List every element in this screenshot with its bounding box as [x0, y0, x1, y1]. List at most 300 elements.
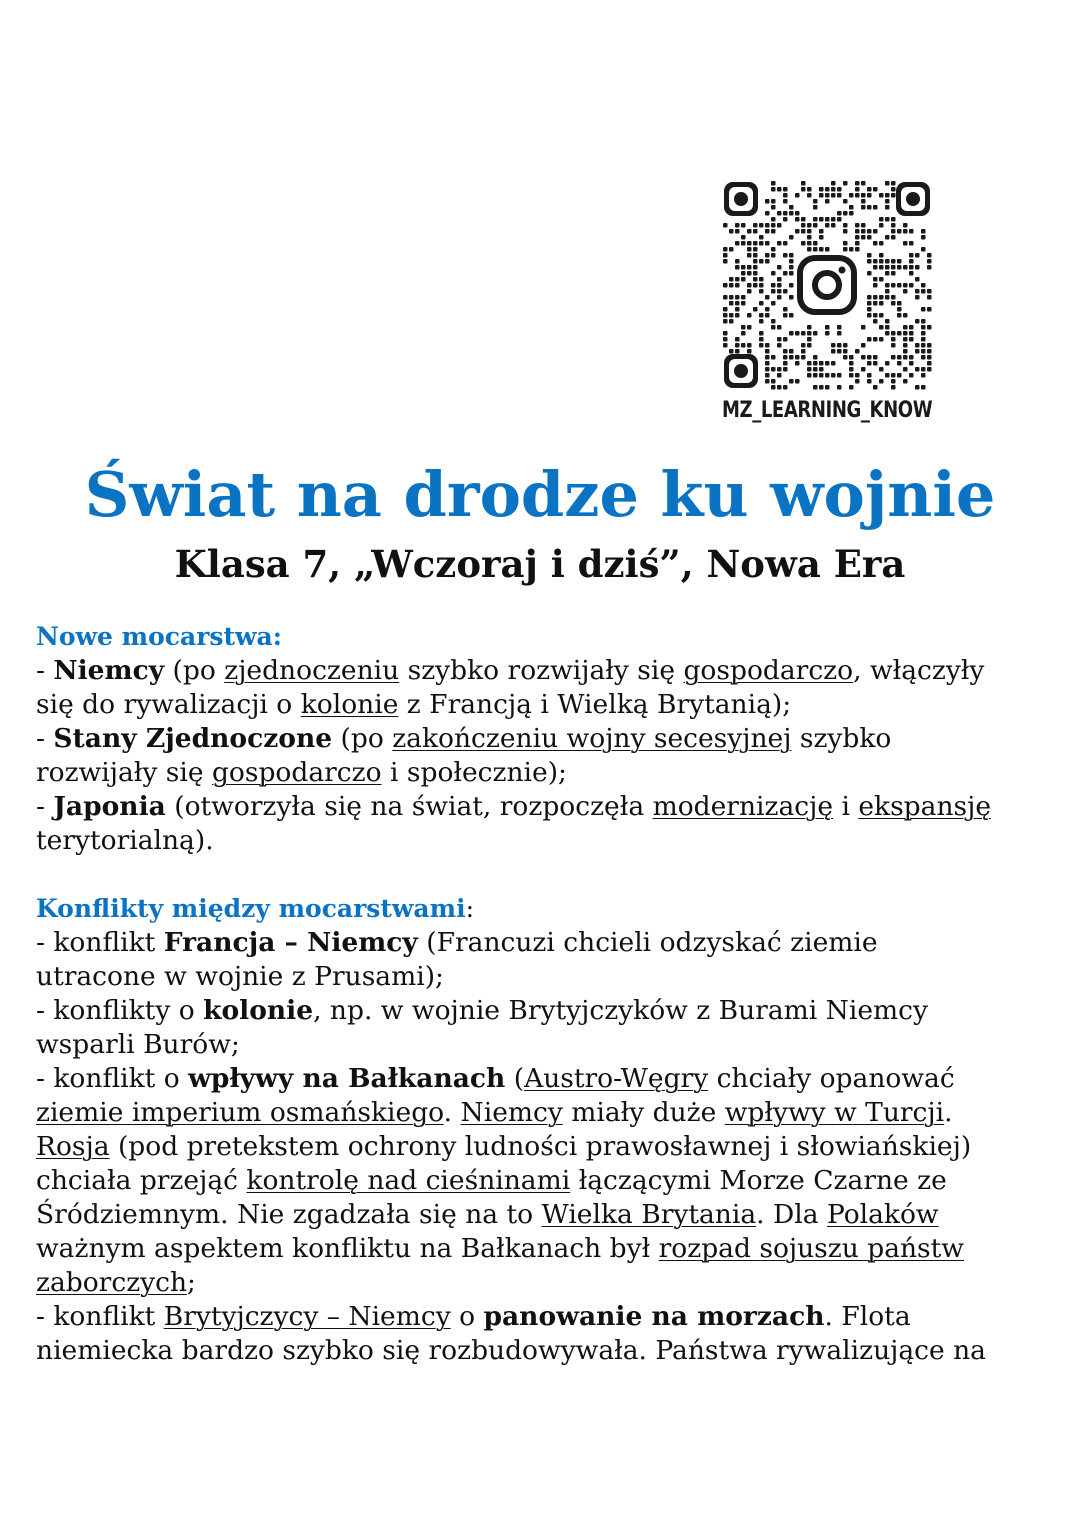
qr-module	[861, 235, 866, 240]
qr-module	[801, 241, 806, 246]
qr-module	[807, 247, 812, 252]
qr-module	[921, 229, 926, 234]
qr-module	[837, 325, 842, 330]
qr-module	[729, 349, 734, 354]
qr-module	[849, 211, 854, 216]
qr-module	[765, 313, 770, 318]
qr-module	[735, 241, 740, 246]
qr-module	[915, 349, 920, 354]
qr-module	[879, 313, 884, 318]
qr-module	[843, 199, 848, 204]
qr-module	[921, 247, 926, 252]
qr-module	[867, 235, 872, 240]
qr-module	[909, 229, 914, 234]
qr-module	[813, 355, 818, 360]
qr-module	[873, 187, 878, 192]
qr-module	[891, 343, 896, 348]
underlined-term: ziemie imperium osmańskiego	[36, 1097, 444, 1128]
qr-module	[903, 313, 908, 318]
qr-module	[861, 199, 866, 204]
qr-module	[771, 379, 776, 384]
qr-module	[843, 223, 848, 228]
bold-term: panowanie na morzach	[483, 1301, 825, 1332]
qr-module	[783, 211, 788, 216]
text-segment: (po	[164, 655, 225, 686]
qr-module	[873, 313, 878, 318]
qr-module	[885, 235, 890, 240]
underlined-term: Wielka Brytania	[541, 1199, 757, 1230]
qr-module	[885, 283, 890, 288]
qr-module	[867, 271, 872, 276]
qr-module	[765, 211, 770, 216]
qr-module	[819, 229, 824, 234]
text-segment: -	[36, 723, 54, 754]
qr-module	[753, 277, 758, 282]
qr-module	[897, 259, 902, 264]
qr-module	[891, 229, 896, 234]
qr-module	[765, 361, 770, 366]
qr-module	[723, 331, 728, 336]
qr-module	[777, 211, 782, 216]
text-line	[36, 1164, 1046, 1198]
qr-module	[915, 319, 920, 324]
qr-module	[765, 259, 770, 264]
qr-module	[741, 241, 746, 246]
qr-module	[837, 343, 842, 348]
qr-module	[783, 187, 788, 192]
qr-module	[783, 313, 788, 318]
text-line	[36, 824, 1046, 858]
qr-module	[783, 217, 788, 222]
qr-module	[777, 367, 782, 372]
qr-module	[909, 331, 914, 336]
qr-module	[867, 307, 872, 312]
qr-module	[873, 265, 878, 270]
text-segment: i społecznie);	[381, 757, 567, 788]
qr-module	[891, 283, 896, 288]
qr-module	[765, 343, 770, 348]
instagram-icon	[794, 252, 860, 318]
qr-module	[795, 217, 800, 222]
qr-module	[735, 343, 740, 348]
qr-module	[777, 223, 782, 228]
qr-module	[831, 361, 836, 366]
qr-module	[723, 307, 728, 312]
qr-module	[801, 349, 806, 354]
qr-module	[903, 343, 908, 348]
qr-module	[837, 217, 842, 222]
text-segment: ważnym aspektem konfliktu na Bałkanach był	[36, 1233, 659, 1264]
qr-module	[921, 385, 926, 390]
qr-module	[861, 355, 866, 360]
qr-module	[777, 289, 782, 294]
qr-module	[747, 265, 752, 270]
qr-module	[879, 253, 884, 258]
qr-module	[867, 193, 872, 198]
qr-module	[909, 241, 914, 246]
qr-module	[921, 289, 926, 294]
qr-module	[891, 331, 896, 336]
underlined-term: Rosja	[36, 1131, 110, 1162]
text-segment: (po	[332, 723, 393, 754]
qr-module	[879, 337, 884, 342]
qr-module	[891, 355, 896, 360]
qr-module	[759, 241, 764, 246]
qr-module	[861, 343, 866, 348]
qr-module	[921, 349, 926, 354]
qr-module	[783, 355, 788, 360]
qr-module	[771, 289, 776, 294]
qr-module	[777, 265, 782, 270]
text-line	[36, 1300, 1046, 1334]
qr-module	[909, 271, 914, 276]
qr-module	[873, 301, 878, 306]
qr-module	[873, 319, 878, 324]
qr-module	[783, 307, 788, 312]
qr-module	[765, 295, 770, 300]
qr-module	[879, 193, 884, 198]
qr-module	[843, 181, 848, 186]
qr-module	[807, 235, 812, 240]
qr-module	[909, 259, 914, 264]
qr-module	[927, 289, 932, 294]
qr-module	[789, 253, 794, 258]
qr-module	[735, 283, 740, 288]
qr-module	[891, 295, 896, 300]
text-segment: , włączyły	[853, 655, 985, 686]
qr-module	[831, 181, 836, 186]
qr-module	[897, 301, 902, 306]
qr-module	[765, 253, 770, 258]
qr-module	[789, 271, 794, 276]
qr-finder-bottom-left	[724, 354, 758, 388]
qr-module	[885, 205, 890, 210]
qr-module	[831, 343, 836, 348]
qr-module	[753, 307, 758, 312]
qr-module	[885, 295, 890, 300]
qr-module	[927, 361, 932, 366]
qr-module	[885, 217, 890, 222]
qr-module	[813, 241, 818, 246]
qr-module	[903, 325, 908, 330]
qr-module	[831, 223, 836, 228]
qr-module	[771, 199, 776, 204]
qr-finder-top-left	[724, 182, 758, 216]
qr-module	[891, 337, 896, 342]
qr-module	[855, 181, 860, 186]
qr-module	[729, 301, 734, 306]
text-line	[36, 756, 1046, 790]
qr-module	[801, 187, 806, 192]
qr-module	[759, 223, 764, 228]
qr-module	[789, 283, 794, 288]
qr-module	[813, 223, 818, 228]
qr-module	[879, 277, 884, 282]
qr-module	[795, 379, 800, 384]
qr-module	[855, 247, 860, 252]
text-segment: terytorialną).	[36, 825, 214, 856]
section-new-powers-text	[36, 654, 1046, 858]
qr-module	[837, 193, 842, 198]
bold-term: Francja – Niemcy	[163, 927, 418, 958]
text-segment: niemiecka bardzo szybko się rozbudowywała. Państwa rywalizujące na	[36, 1335, 986, 1366]
section-heading-new-powers	[36, 620, 1046, 654]
qr-module	[867, 253, 872, 258]
qr-code-icon[interactable]	[722, 180, 932, 390]
qr-module	[927, 367, 932, 372]
qr-module	[801, 217, 806, 222]
qr-module	[855, 379, 860, 384]
qr-module	[747, 343, 752, 348]
qr-module	[897, 355, 902, 360]
qr-module	[849, 355, 854, 360]
qr-module	[747, 313, 752, 318]
qr-module	[891, 223, 896, 228]
qr-module	[723, 337, 728, 342]
qr-module	[777, 283, 782, 288]
qr-module	[783, 349, 788, 354]
text-line	[36, 1028, 1046, 1062]
qr-module	[831, 217, 836, 222]
qr-module	[885, 199, 890, 204]
qr-module	[789, 235, 794, 240]
qr-module	[813, 205, 818, 210]
qr-module	[765, 367, 770, 372]
qr-module	[771, 355, 776, 360]
qr-module	[783, 241, 788, 246]
qr-module	[813, 331, 818, 336]
qr-module	[879, 217, 884, 222]
qr-module	[861, 367, 866, 372]
qr-module	[753, 223, 758, 228]
text-segment: (	[505, 1063, 525, 1094]
document-body	[36, 620, 1046, 1368]
qr-module	[921, 319, 926, 324]
qr-module	[891, 265, 896, 270]
qr-module	[777, 343, 782, 348]
qr-module	[849, 361, 854, 366]
qr-module	[777, 277, 782, 282]
text-segment: i	[833, 791, 859, 822]
qr-module	[735, 295, 740, 300]
qr-module	[891, 379, 896, 384]
qr-module	[891, 301, 896, 306]
qr-module	[789, 313, 794, 318]
qr-module	[771, 223, 776, 228]
qr-module	[729, 277, 734, 282]
qr-module	[867, 379, 872, 384]
qr-module	[777, 373, 782, 378]
qr-module	[795, 361, 800, 366]
qr-module	[753, 229, 758, 234]
qr-module	[891, 187, 896, 192]
underlined-term: kolonie	[300, 689, 399, 720]
text-line	[36, 1096, 1046, 1130]
qr-module	[927, 253, 932, 258]
qr-module	[879, 301, 884, 306]
qr-module	[903, 283, 908, 288]
qr-module	[777, 385, 782, 390]
qr-module	[771, 325, 776, 330]
qr-module	[921, 283, 926, 288]
qr-module	[849, 385, 854, 390]
qr-module	[915, 277, 920, 282]
qr-module	[885, 373, 890, 378]
qr-module	[771, 271, 776, 276]
qr-module	[789, 379, 794, 384]
qr-module	[897, 373, 902, 378]
qr-module	[855, 241, 860, 246]
qr-module	[885, 319, 890, 324]
qr-module	[729, 247, 734, 252]
qr-module	[807, 367, 812, 372]
qr-module	[831, 193, 836, 198]
qr-module	[759, 313, 764, 318]
qr-module	[819, 373, 824, 378]
qr-module	[885, 289, 890, 294]
qr-module	[783, 367, 788, 372]
qr-module	[855, 223, 860, 228]
qr-module	[723, 259, 728, 264]
qr-module	[753, 259, 758, 264]
qr-module	[867, 337, 872, 342]
qr-module	[909, 283, 914, 288]
bold-term: kolonie	[203, 995, 314, 1026]
qr-module	[795, 193, 800, 198]
text-segment: o	[450, 1301, 484, 1332]
qr-module	[813, 361, 818, 366]
qr-module	[813, 199, 818, 204]
qr-module	[789, 259, 794, 264]
qr-module	[879, 379, 884, 384]
qr-module	[819, 367, 824, 372]
qr-module	[807, 343, 812, 348]
qr-module	[885, 265, 890, 270]
qr-module	[867, 205, 872, 210]
qr-module	[765, 229, 770, 234]
text-segment: - konflikt o	[36, 1063, 189, 1094]
qr-module	[771, 187, 776, 192]
qr-module	[789, 205, 794, 210]
qr-module	[723, 313, 728, 318]
qr-module	[771, 367, 776, 372]
qr-module	[927, 355, 932, 360]
section-divider	[36, 858, 1046, 892]
qr-module	[927, 265, 932, 270]
qr-module	[729, 313, 734, 318]
underlined-term: Brytyjczycy – Niemcy	[163, 1301, 451, 1332]
text-segment: wsparli Burów;	[36, 1029, 240, 1060]
qr-module	[915, 289, 920, 294]
qr-module	[771, 181, 776, 186]
qr-module	[783, 361, 788, 366]
underlined-term: kontrolę nad cieśninami	[246, 1165, 571, 1196]
qr-module	[747, 229, 752, 234]
qr-module	[825, 223, 830, 228]
qr-module	[921, 373, 926, 378]
text-segment: - konflikt	[36, 1301, 164, 1332]
qr-module	[813, 385, 818, 390]
qr-module	[759, 337, 764, 342]
underlined-term: modernizację	[652, 791, 834, 822]
text-line	[36, 926, 1046, 960]
qr-module	[741, 235, 746, 240]
qr-module	[723, 295, 728, 300]
qr-module	[897, 265, 902, 270]
qr-module	[915, 385, 920, 390]
qr-module	[777, 325, 782, 330]
text-segment: - konflikt	[36, 927, 164, 958]
qr-module	[873, 277, 878, 282]
qr-module	[795, 211, 800, 216]
qr-module	[729, 319, 734, 324]
text-segment: łączącymi Morze Czarne ze	[570, 1165, 947, 1196]
qr-module	[921, 337, 926, 342]
qr-module	[837, 349, 842, 354]
qr-module	[747, 271, 752, 276]
qr-module	[855, 229, 860, 234]
qr-module	[825, 373, 830, 378]
text-segment: się do rywalizacji o	[36, 689, 301, 720]
text-segment: (otworzyła się na świat, rozpoczęła	[165, 791, 653, 822]
qr-module	[765, 355, 770, 360]
qr-module	[825, 385, 830, 390]
text-line	[36, 1062, 1046, 1096]
qr-module	[735, 229, 740, 234]
qr-module	[921, 331, 926, 336]
qr-module	[831, 349, 836, 354]
qr-module	[783, 253, 788, 258]
text-segment: . Flota	[824, 1301, 911, 1332]
qr-module	[873, 259, 878, 264]
qr-module	[903, 289, 908, 294]
bold-term: Niemcy	[53, 655, 165, 686]
qr-module	[825, 247, 830, 252]
qr-module	[729, 229, 734, 234]
qr-module	[741, 271, 746, 276]
text-segment: , np. w wojnie Brytyjczyków z Burami Niemcy	[313, 995, 928, 1026]
qr-module	[813, 247, 818, 252]
qr-module	[771, 283, 776, 288]
qr-module	[753, 241, 758, 246]
qr-module	[921, 343, 926, 348]
qr-module	[879, 325, 884, 330]
underlined-term: zjednoczeniu	[224, 655, 400, 686]
qr-module	[771, 319, 776, 324]
qr-module	[777, 241, 782, 246]
qr-module	[807, 241, 812, 246]
text-line	[36, 722, 1046, 756]
text-segment: szybko rozwijały się	[399, 655, 684, 686]
qr-module	[879, 223, 884, 228]
qr-module	[807, 223, 812, 228]
qr-module	[735, 337, 740, 342]
bold-term: Japonia	[53, 791, 166, 822]
qr-module	[819, 235, 824, 240]
qr-module	[921, 355, 926, 360]
qr-module	[789, 265, 794, 270]
qr-module	[903, 265, 908, 270]
qr-module	[867, 301, 872, 306]
qr-module	[849, 373, 854, 378]
qr-module	[741, 301, 746, 306]
qr-module	[903, 337, 908, 342]
qr-module	[891, 235, 896, 240]
qr-module	[771, 301, 776, 306]
qr-module	[783, 271, 788, 276]
qr-module	[771, 385, 776, 390]
qr-caption: MZ_LEARNING_KNOW	[722, 398, 933, 423]
